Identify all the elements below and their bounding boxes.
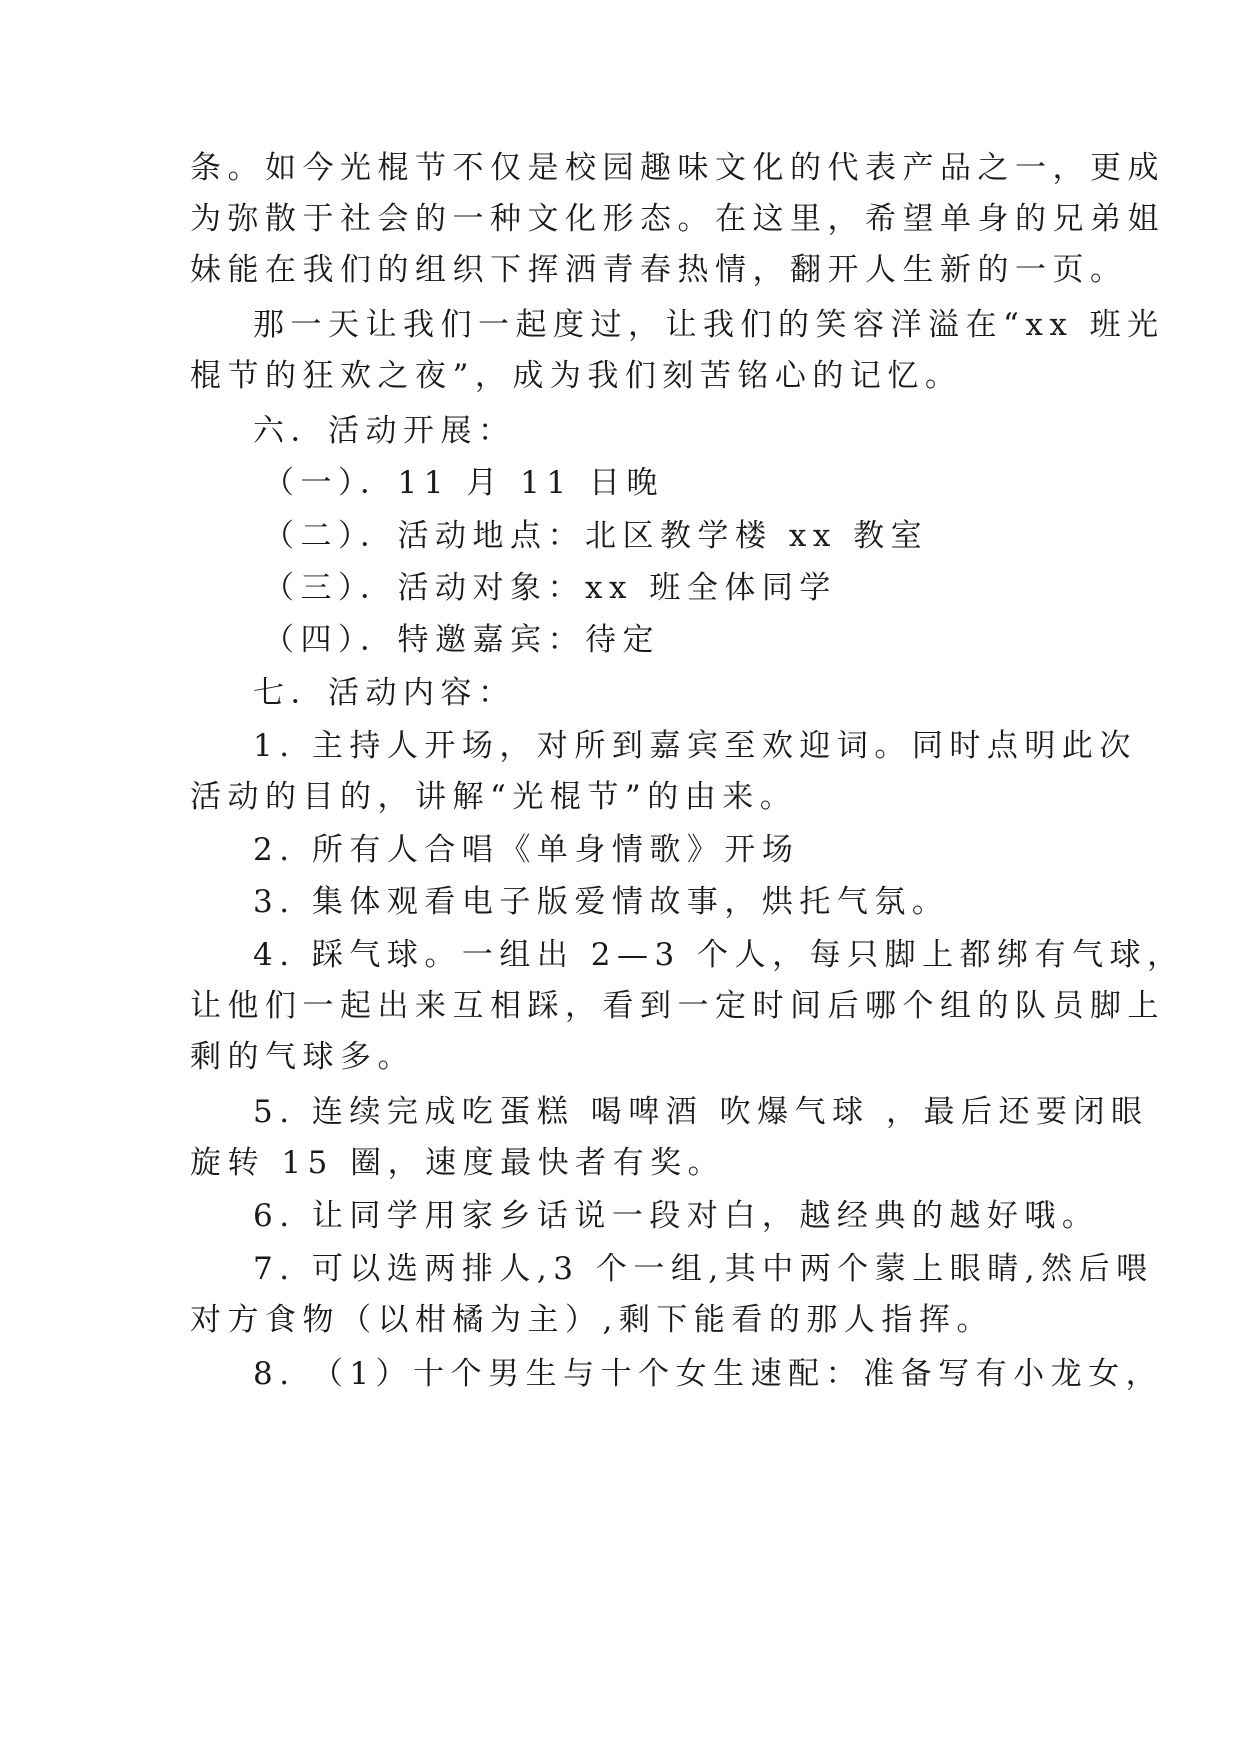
list-item: 5. 连续完成吃蛋糕 喝啤酒 吹爆气球 ，最后还要闭眼 [253, 1094, 1149, 1130]
list-item: 6. 让同学用家乡话说一段对白，越经典的越好哦。 [253, 1198, 1100, 1234]
list-item: 2. 所有人合唱《单身情歌》开场 [253, 832, 800, 868]
paragraph-line: 条。如今光棍节不仅是校园趣味文化的代表产品之一，更成 [190, 150, 1165, 186]
paragraph-line: 剩的气球多。 [190, 1039, 415, 1075]
paragraph-line: 旋转 15 圈，速度最快者有奖。 [190, 1145, 726, 1181]
paragraph-line: 活动的目的，讲解“光棍节”的由来。 [190, 779, 798, 815]
paragraph-line: 那一天让我们一起度过，让我们的笑容洋溢在“xx 班光 [253, 307, 1165, 343]
list-item: 8. （1）十个男生与十个女生速配：准备写有小龙女， [253, 1356, 1164, 1392]
section-heading: 七．活动内容： [253, 675, 516, 711]
paragraph-line: 为弥散于社会的一种文化形态。在这里，希望单身的兄弟姐 [190, 201, 1165, 237]
list-item: （一）．11 月 11 日晚 [263, 465, 664, 501]
section-heading: 六．活动开展： [253, 413, 516, 449]
list-item: 1. 主持人开场，对所到嘉宾至欢迎词。同时点明此次 [253, 728, 1137, 764]
list-item: （四）．特邀嘉宾：待定 [263, 622, 660, 658]
paragraph-line: 对方食物（以柑橘为主）,剩下能看的那人指挥。 [190, 1302, 994, 1338]
list-item: 7. 可以选两排人,3 个一组,其中两个蒙上眼睛,然后喂 [253, 1251, 1154, 1287]
list-item: （二）．活动地点：北区教学楼 xx 教室 [263, 518, 929, 554]
list-item: 4. 踩气球。一组出 2—3 个人，每只脚上都绑有气球， [253, 937, 1185, 973]
paragraph-line: 让他们一起出来互相踩，看到一定时间后哪个组的队员脚上 [190, 988, 1165, 1024]
paragraph-line: 妹能在我们的组织下挥洒青春热情，翻开人生新的一页。 [190, 252, 1128, 288]
list-item: 3. 集体观看电子版爱情故事，烘托气氛。 [253, 884, 950, 920]
paragraph-line: 棍节的狂欢之夜”，成为我们刻苦铭心的记忆。 [190, 358, 963, 394]
list-item: （三）．活动对象：xx 班全体同学 [263, 570, 837, 606]
